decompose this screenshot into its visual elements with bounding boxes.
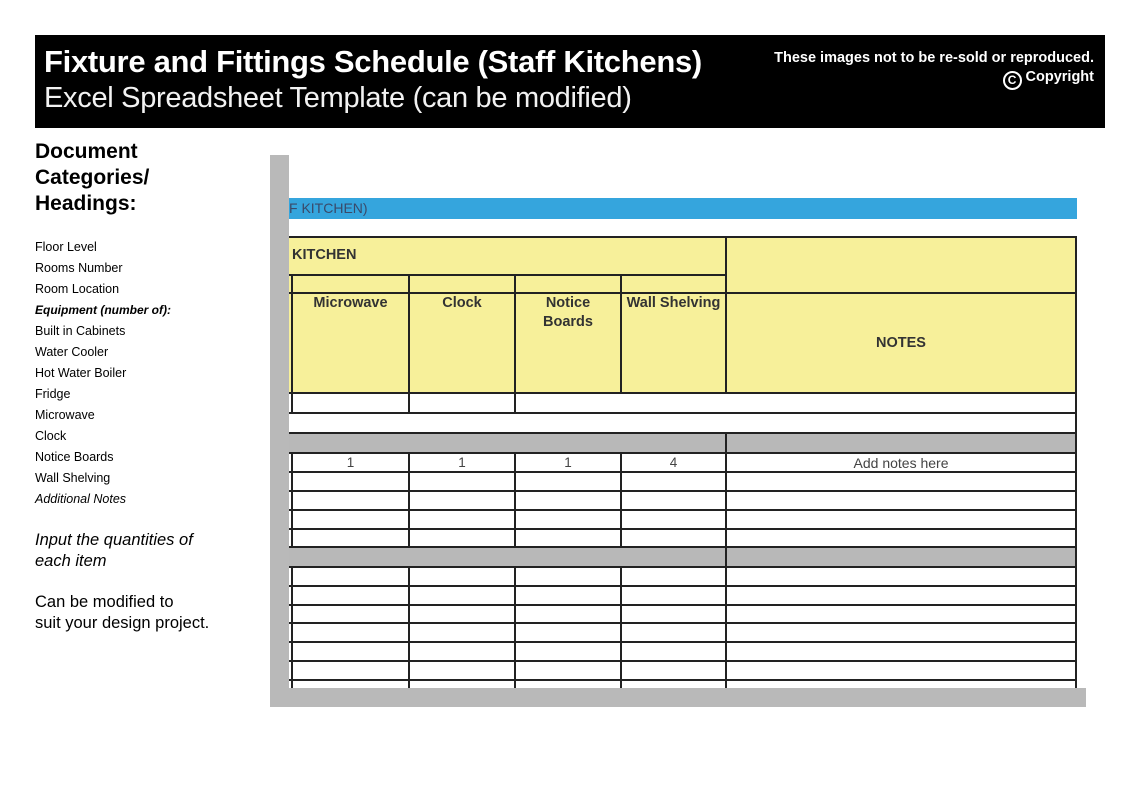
category-item: Clock	[35, 429, 67, 443]
group-row	[289, 547, 1077, 567]
cell-wall-shelving-qty[interactable]: 4	[669, 455, 678, 470]
page-title: Fixture and Fittings Schedule (Staff Kitchens)	[44, 44, 702, 79]
category-group-label: Equipment (number of):	[35, 303, 171, 317]
cell-notes[interactable]: Add notes here	[853, 455, 949, 471]
column-header-microwave: Microwave	[313, 295, 388, 311]
section-label: KITCHEN	[292, 247, 357, 263]
copyright-icon: C	[1003, 71, 1022, 90]
column-header-notice-line: Notice	[545, 295, 591, 311]
category-item: Wall Shelving	[35, 471, 111, 485]
copyright-notice	[774, 49, 1094, 90]
category-item: Additional Notes	[35, 492, 127, 506]
category-item: Room Location	[35, 282, 120, 296]
category-item: Hot Water Boiler	[35, 366, 127, 380]
page-subtitle: Excel Spreadsheet Template (can be modified)	[44, 82, 632, 114]
category-item: Water Cooler	[35, 345, 109, 359]
notes-header: NOTES	[876, 335, 926, 351]
categories-panel	[35, 139, 255, 634]
heading-line-3: Headings:	[35, 192, 137, 215]
category-item: Fridge	[35, 387, 71, 401]
instruction-line-2: each item	[35, 552, 107, 570]
category-list	[35, 237, 255, 510]
column-header-notice-boards	[516, 294, 620, 332]
group-row	[289, 433, 1077, 453]
spreadsheet-preview	[289, 150, 1086, 688]
modify-line-1: Can be modified to	[35, 593, 174, 611]
cell-microwave-qty[interactable]: 1	[346, 455, 355, 470]
modify-text	[35, 592, 255, 634]
sheet-title-bar	[289, 198, 1077, 219]
heading-line-1: Document	[35, 140, 138, 163]
cell-notice-boards-qty[interactable]: 1	[564, 455, 572, 470]
column-header-clock: Clock	[442, 295, 482, 311]
categories-heading	[35, 139, 255, 217]
notice-text: These images not to be re-sold or reproduced.	[774, 50, 1094, 66]
instruction-text	[35, 530, 255, 572]
category-item: Floor Level	[35, 240, 97, 254]
modify-line-2: suit your design project.	[35, 614, 210, 632]
cell-clock-qty[interactable]: 1	[458, 455, 466, 470]
category-item: Microwave	[35, 408, 95, 422]
copyright-line	[774, 68, 1094, 90]
header-banner	[35, 35, 1105, 128]
category-item: Notice Boards	[35, 450, 114, 464]
header-fill-notes	[726, 238, 1076, 393]
instruction-line-1: Input the quantities of	[35, 531, 193, 549]
sheet-title: F KITCHEN)	[289, 200, 368, 216]
column-header-wall-shelving: Wall Shelving	[626, 295, 721, 311]
column-header-boards-line: Boards	[543, 314, 593, 330]
category-item: Rooms Number	[35, 261, 123, 275]
copyright-label: Copyright	[1025, 69, 1094, 85]
category-item: Built in Cabinets	[35, 324, 126, 338]
heading-line-2: Categories/	[35, 166, 150, 189]
